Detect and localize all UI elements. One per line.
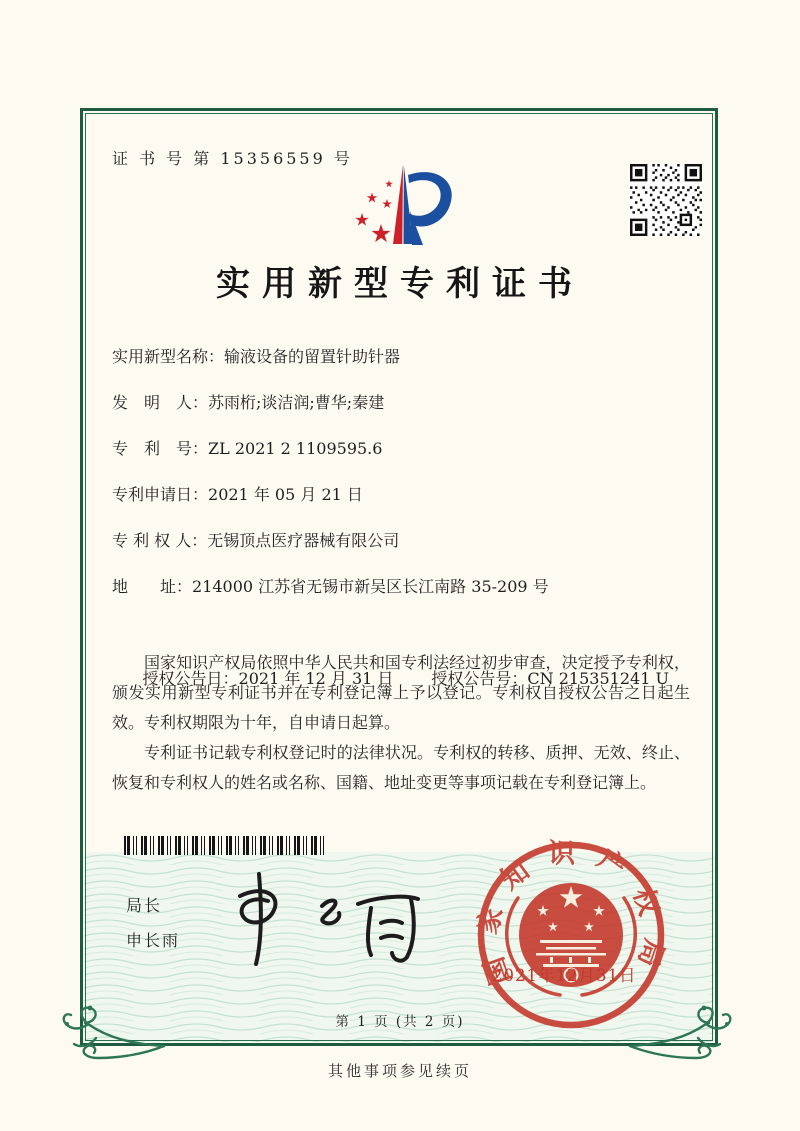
cnipa-logo-icon [336,157,468,253]
field-address [112,564,712,610]
qr-code-icon [630,164,702,236]
field-label: 授权公告号： [431,669,528,688]
director-title: 局长 [126,896,163,915]
field-value: ZL 2021 2 1109595.6 [208,439,383,458]
legal-paragraph: 国家知识产权局依照中华人民共和国专利法经过初步审查，决定授予专利权，颁发实用新型专利证书并在专利登记簿上予以登记。专利权自授权公告之日起生效。专利权期限为十年，自申请日起算。 [112,653,690,732]
field-value: 2021 年 05 月 21 日 [208,485,363,504]
barcode-icon [124,836,326,855]
certificate-fields [112,334,712,688]
official-seal-icon [472,836,670,1034]
field-value: 214000 江苏省无锡市新吴区长江南路 35-209 号 [192,577,549,596]
field-label: 发 明 人： [112,393,209,412]
field-label: 专 利 权 人： [112,531,208,550]
seal-date: 2021年12月31日 [492,966,637,985]
field-inventors [112,380,712,426]
page-number: 第 1 页 (共 2 页) [335,1014,465,1030]
field-label: 专利申请日： [112,485,209,504]
field-label: 授权公告日： [142,669,239,688]
director-signature-icon [210,868,430,968]
field-label: 地 址： [112,577,193,596]
director-name: 申长雨 [126,931,181,950]
certificate-number: 证 书 号 第 15356559 号 [112,149,353,168]
continuation-note: 其他事项参见续页 [327,1062,472,1080]
field-value: 2021 年 12 月 31 日 [238,669,394,688]
field-value: 无锡顶点医疗器械有限公司 [207,531,400,550]
legal-paragraph: 专利证书记载专利权登记时的法律状况。专利权的转移、质押、无效、终止、恢复和专利权人的姓名或名称、国籍、地址变更等事项记载在专利登记簿上。 [112,743,690,792]
field-label: 实用新型名称： [112,347,225,366]
field-value: CN 215351241 U [527,669,669,688]
legal-text [112,648,690,798]
field-label: 专 利 号： [112,439,209,458]
field-value: 苏雨桁;谈洁润;曹华;秦建 [208,393,385,412]
field-patent-name [112,334,712,380]
field-patent-number [112,426,712,472]
certificate-title: 实用新型专利证书 [216,264,584,304]
seal-ring-text: 国家知识产权局 [472,838,670,989]
field-filing-date [112,472,712,518]
field-value: 输液设备的留置针助针器 [224,347,401,366]
field-patentee [112,518,712,564]
